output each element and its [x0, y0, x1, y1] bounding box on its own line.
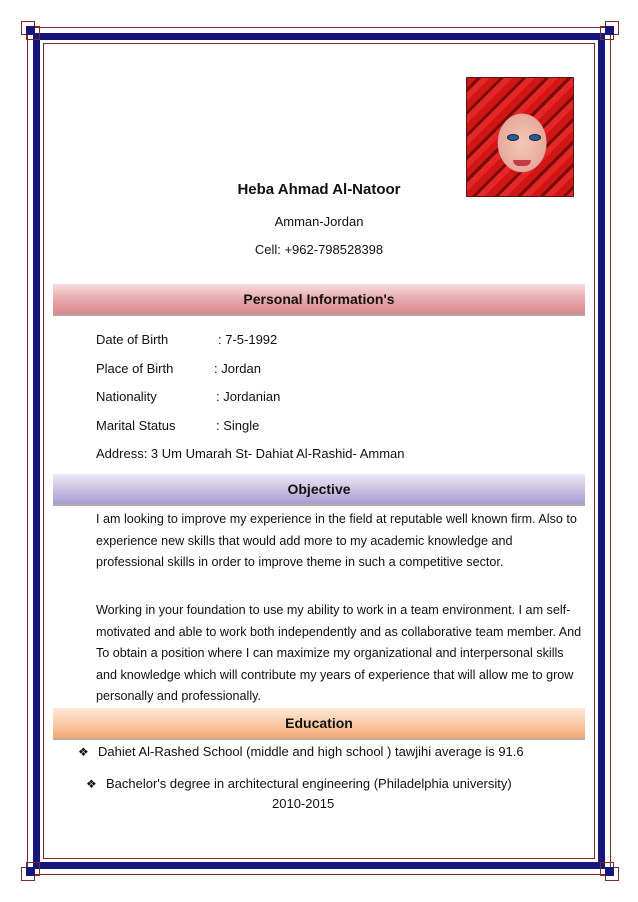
candidate-phone: Cell: +962-798528398	[254, 242, 384, 257]
info-label: Marital Status	[96, 418, 176, 433]
candidate-location: Amman-Jordan	[274, 214, 364, 229]
section-header-education: Education	[53, 708, 585, 740]
photo-eye-left	[507, 134, 519, 141]
photo-smile	[513, 160, 531, 166]
info-value: : Jordanian	[216, 389, 281, 404]
info-label: Place of Birth	[96, 361, 174, 376]
info-address: Address: 3 Um Umarah St- Dahiat Al-Rashid- Amman	[96, 446, 405, 461]
education-item-degree	[86, 776, 512, 791]
objective-paragraph-2: Working in your foundation to use my ability to work in a team environment. I am self-motivated and able to work both independently and as collaborative team member. And To obtain a position where I can maximize my organizational and interpersonal skills and knowledge which will contribute my years of experience that will allow me to grow personally and professionally.	[96, 603, 582, 703]
candidate-name: Heba Ahmad Al-Natoor	[237, 181, 401, 198]
diamond-bullet-icon: ❖	[86, 777, 97, 791]
education-item-text: Dahiet Al-Rashed School (middle and high school ) tawjihi average is 91.6	[98, 744, 524, 759]
corner-ornament-bottom-left	[21, 859, 43, 881]
objective-paragraph-1: I am looking to improve my experience in the field at reputable well known firm. Also to experience new skills that would add more to my academic knowledge and professional skills in order to improve theme in such a competitive sector.	[96, 512, 577, 569]
education-item-text: Bachelor's degree in architectural engineering (Philadelphia university)	[106, 776, 512, 791]
education-item-school	[78, 744, 524, 759]
section-header-personal-info: Personal Information's	[53, 284, 585, 316]
education-degree-years: 2010-2015	[272, 796, 335, 811]
corner-ornament-top-left	[21, 21, 43, 43]
diamond-bullet-icon: ❖	[78, 745, 89, 759]
corner-ornament-bottom-right	[597, 859, 619, 881]
section-header-objective: Objective	[53, 474, 585, 506]
profile-photo	[466, 77, 574, 197]
info-value: : Jordan	[214, 361, 261, 376]
corner-ornament-top-right	[597, 21, 619, 43]
info-value: : 7-5-1992	[218, 332, 278, 347]
info-label: Nationality	[96, 389, 157, 404]
info-value: : Single	[216, 418, 260, 433]
photo-eye-right	[529, 134, 541, 141]
info-label: Date of Birth	[96, 332, 169, 347]
